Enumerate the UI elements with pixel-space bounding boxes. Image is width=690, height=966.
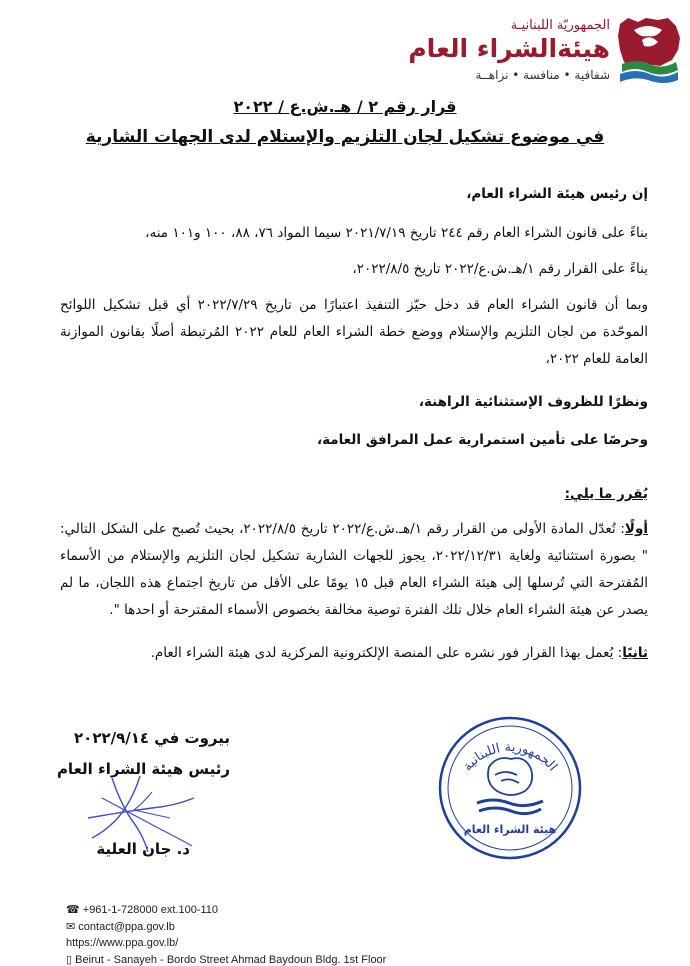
header-authority-name: هيئةالشراء العام <box>408 34 610 63</box>
footer-phone-text: +961-1-728000 ext.100-110 <box>82 904 219 916</box>
email-icon: ✉ <box>66 921 79 933</box>
location-icon: ▯ <box>66 954 76 966</box>
phone-icon: ☎ <box>66 904 83 916</box>
article-second <box>60 640 648 667</box>
stamp-top-text: الجمهورية اللبنانية <box>460 740 560 775</box>
considering-line: ونظرًا للظروف الإستثنائية الراهنة، <box>418 394 648 410</box>
ensuring-line: وحرصًا على تأمين استمرارية عمل المرافق العامة، <box>316 432 648 448</box>
footer-website-link[interactable]: https://www.ppa.gov.lb/ <box>66 937 179 949</box>
opening-line: إن رئيس هيئة الشراء العام، <box>466 186 648 202</box>
footer-phone <box>66 903 218 916</box>
header-logo <box>408 14 682 90</box>
footer-address-text: Beirut - Sanayeh - Bordo Street Ahmad Baydoun Bldg. 1st Floor <box>75 954 387 966</box>
official-stamp <box>437 715 583 861</box>
based-on-decision: بناءً على القرار رقم ١/هـ.ش.ع/٢٠٢٢ تاريخ ٢٠٢٢/٨/٥، <box>352 261 648 277</box>
stamp-bottom-text: هيئة الشراء العام <box>463 823 557 836</box>
footer-email <box>66 920 175 933</box>
article-first-label: أولًا <box>624 521 648 537</box>
whereas-paragraph: وبما أن قانون الشراء العام قد دخل حيّز التنفيذ اعتبارًا من تاريخ ٢٠٢٢/٧/٢٩ أي قبل تشكيل اللوائح الموحّدة من لجان التلزيم والإستلام ووضع خطة الشراء العام للعام ٢٠٢٢ المُرتبطة أصلًا بقانون الموازنة العامة للعام ٢٠٢٢، <box>60 297 648 367</box>
footer-address <box>66 953 386 966</box>
article-second-text: : يُعمل بهذا القرار فور نشره على المنصة الإلكترونية المركزية لدى هيئة الشراء العام. <box>150 645 623 661</box>
cedar-emblem-icon <box>616 16 682 86</box>
place-date: بيروت في ٢٠٢٢/٩/١٤ <box>74 729 230 747</box>
svg-text:الجمهورية اللبنانية <box>460 740 560 774</box>
decides-text: يُقرر ما يلي: <box>564 486 648 502</box>
signatory-title: رئيس هيئة الشراء العام <box>56 760 230 778</box>
decides-heading <box>332 481 648 508</box>
based-on-law: بناءً على قانون الشراء العام رقم ٢٤٤ تاريخ ٢٠٢١/٧/١٩ سيما المواد ٧٦، ٨٨، ١٠٠ و١٠١ منه، <box>145 225 648 241</box>
header-tagline: شفافية • منافسة • نزاهــة <box>475 68 610 82</box>
article-first-text: : تُعدّل المادة الأولى من القرار رقم ١/هـ.ش.ع/٢٠٢٢ تاريخ ٢٠٢٢/٨/٥، بحيث تُصبح على الشكل التالي: " بصورة استثنائية ولغاية ٢٠٢٢/١٢/٣١، يجوز للجهات الشارية تشكيل لجان التلزيم والإستلام من الأسماء المُقترحة التي تُرسلها إلى هيئة الشراء العام قبل ١٥ يومًا على الأقل من تاريخ اجتماع هذه اللجان، ما لم يصدر عن هيئة الشراء العام خلال تلك الفترة توصية مخالفة بخصوص الأسماء المقترحة أو احدها ". <box>60 521 648 618</box>
article-first <box>60 516 648 624</box>
header-republic-text: الجمهوريّة اللبنانيـة <box>510 18 610 33</box>
footer-website <box>66 937 178 949</box>
signatory-name: د. جان العلية <box>96 840 190 858</box>
decision-subject: في موضوع تشكيل لجان التلزيم والإستلام لدى الجهات الشارية <box>85 127 605 147</box>
article-second-label: ثانيًا <box>622 645 648 661</box>
decision-number: قرار رقم ٢ / هـ.ش.ع / ٢٠٢٢ <box>233 97 457 116</box>
footer-email-link[interactable]: contact@ppa.gov.lb <box>78 921 175 933</box>
